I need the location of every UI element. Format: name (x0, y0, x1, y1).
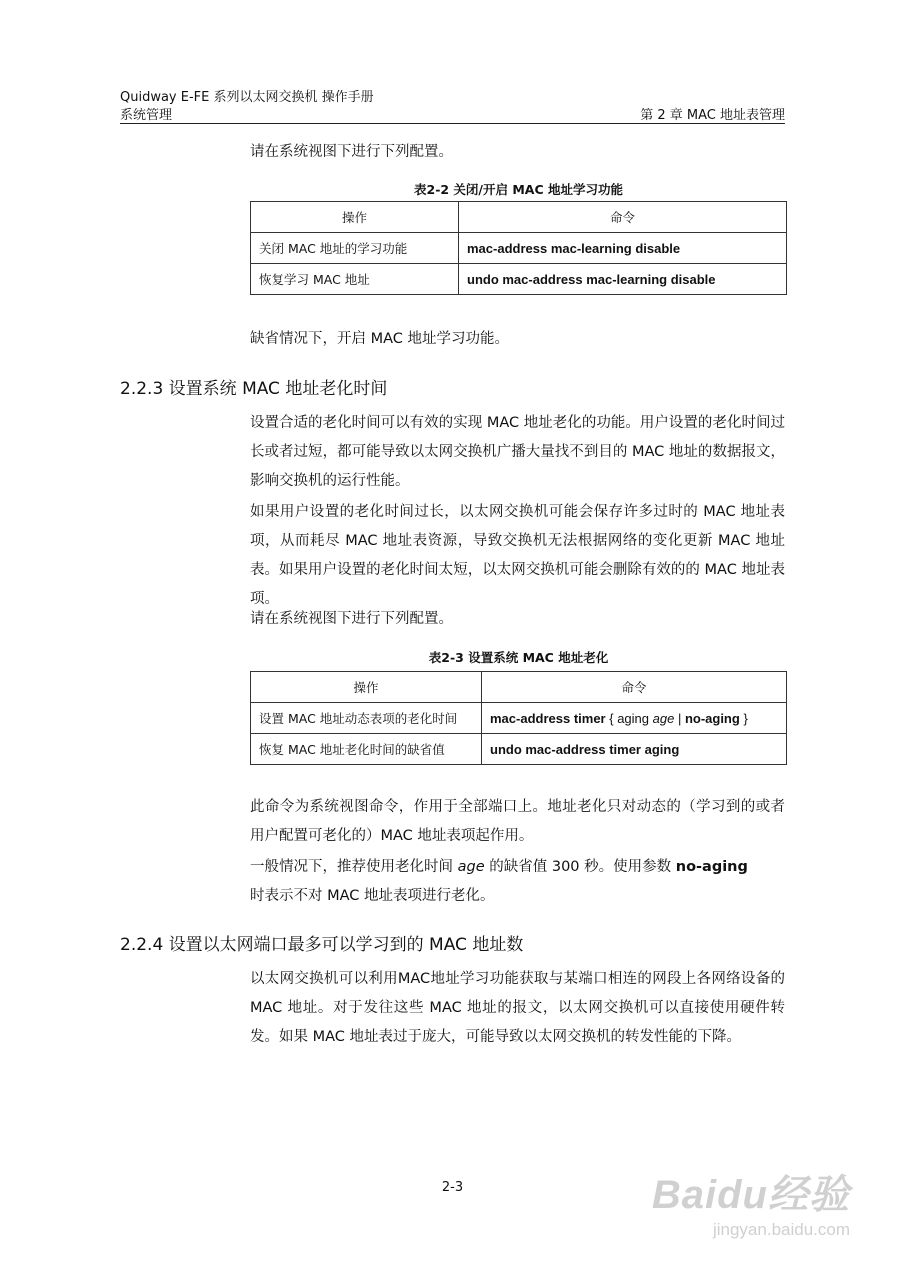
header-manual-title: Quidway E-FE 系列以太网交换机 操作手册 (120, 90, 374, 105)
table-2-3-caption: 表2-3 设置系统 MAC 地址老化 (428, 650, 609, 665)
table-row (251, 264, 787, 295)
age-parameter: age (457, 859, 485, 875)
command-cell (482, 703, 787, 734)
watermark-logo: Baidu经验 (651, 1173, 850, 1217)
column-header-operation: 操作 (251, 202, 459, 233)
header-section: 系统管理 (120, 108, 173, 123)
header-divider (120, 123, 785, 124)
column-header-command: 命令 (459, 202, 787, 233)
table-header-row (251, 202, 787, 233)
header-chapter: 第 2 章 MAC 地址表管理 (640, 108, 785, 123)
no-aging-parameter: no-aging (675, 859, 748, 875)
section-heading-2-2-3: 2.2.3 设置系统 MAC 地址老化时间 (120, 379, 388, 399)
aging-detail-paragraph: 如果用户设置的老化时间过长，以太网交换机可能会保存许多过时的 MAC 地址表项，从而耗尽 MAC 地址表资源，导致交换机无法根据网络的变化更新 MAC 地址表。如果用户设置的老化时间太短，以太网交换机可能会删除有效的的 MAC 地址表项。 (250, 504, 785, 607)
default-note-paragraph: 缺省情况下，开启 MAC 地址学习功能。 (250, 331, 510, 347)
table-row (251, 734, 787, 765)
command-option: no-aging (684, 710, 740, 726)
default-age-text: 一般情况下，推荐使用老化时间 (250, 859, 458, 875)
table-row (251, 233, 787, 264)
intro-paragraph: 请在系统视图下进行下列配置。 (250, 144, 453, 160)
scope-note-paragraph: 此命令为系统视图命令，作用于全部端口上。地址老化只对动态的（学习到的或者用户配置可老化的）MAC 地址表项起作用。 (250, 799, 785, 844)
operation-cell: 关闭 MAC 地址的学习功能 (251, 233, 459, 264)
command-cell: mac-address mac-learning disable (459, 233, 787, 264)
operation-cell: 设置 MAC 地址动态表项的老化时间 (251, 703, 482, 734)
column-header-command: 命令 (482, 672, 787, 703)
command-cell: undo mac-address mac-learning disable (459, 264, 787, 295)
operation-cell: 恢复 MAC 地址老化时间的缺省值 (251, 734, 482, 765)
command-separator: | (674, 710, 685, 726)
command-brace-close: } (739, 710, 748, 726)
command-cell: undo mac-address timer aging (482, 734, 787, 765)
table-row (251, 703, 787, 734)
aging-intro-paragraph: 设置合适的老化时间可以有效的实现 MAC 地址老化的功能。用户设置的老化时间过长或者过短，都可能导致以太网交换机广播大量找不到目的 MAC 地址的数据报文，影响交换机的运行性能。 (250, 415, 785, 489)
default-age-text-3: 时表示不对 MAC 地址表项进行老化。 (250, 888, 495, 904)
default-age-paragraph (250, 853, 785, 911)
table-2-2 (250, 201, 787, 295)
port-mac-limit-paragraph: 以太网交换机可以利用MAC地址学习功能获取与某端口相连的网段上各网络设备的 MAC 地址。对于发往这些 MAC 地址的报文，以太网交换机可以直接使用硬件转发。如果 MAC 地址表过于庞大，可能导致以太网交换机的转发性能的下降。 (250, 971, 785, 1045)
table-2-2-caption: 表2-2 关闭/开启 MAC 地址学习功能 (414, 182, 623, 197)
default-age-text-2: 的缺省值 300 秒。使用参数 (484, 859, 676, 875)
operation-cell: 恢复学习 MAC 地址 (251, 264, 459, 295)
command-brace-open: { aging (605, 710, 653, 726)
page-number: 2-3 (441, 1180, 464, 1195)
section-heading-2-2-4: 2.2.4 设置以太网端口最多可以学习到的 MAC 地址数 (120, 935, 524, 955)
config-instruction-paragraph: 请在系统视图下进行下列配置。 (250, 611, 453, 627)
command-argument: age (652, 710, 675, 726)
table-header-row (251, 672, 787, 703)
table-2-3 (250, 671, 787, 765)
command-keyword: mac-address timer (490, 710, 606, 726)
column-header-operation: 操作 (251, 672, 482, 703)
watermark-url: jingyan.baidu.com (712, 1220, 850, 1239)
baidu-watermark (652, 1163, 850, 1240)
